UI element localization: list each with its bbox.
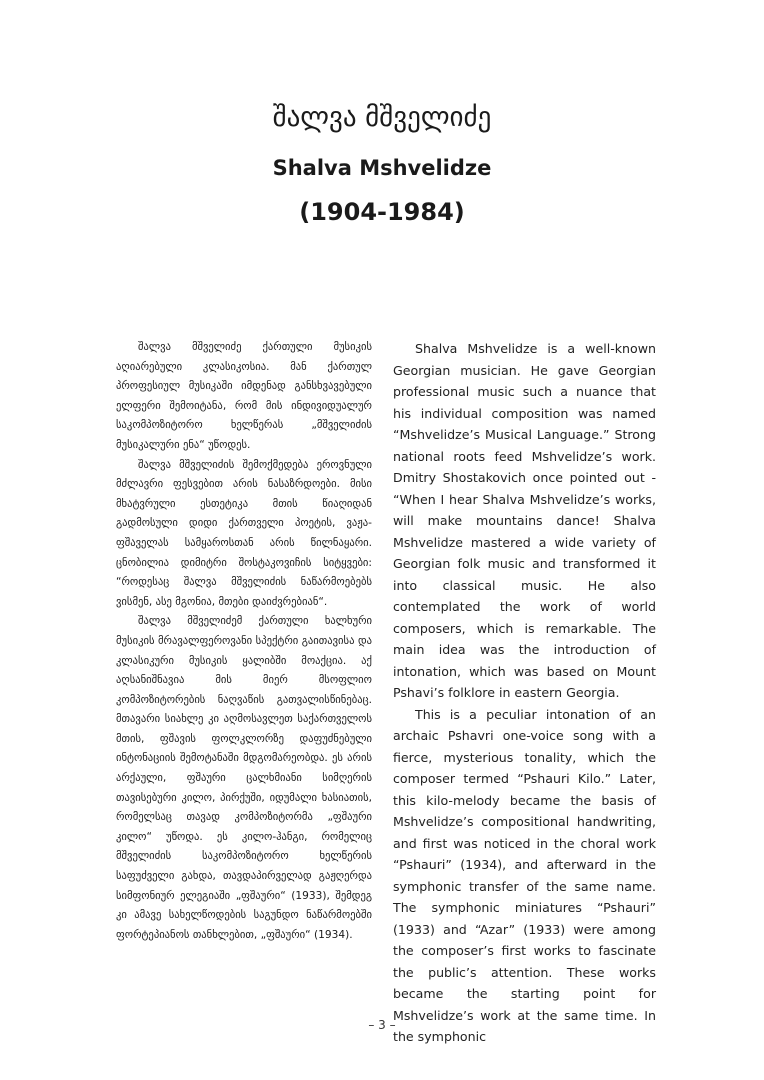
georgian-paragraph-3: შალვა მშველიძემ ქართული ხალხური მუსიკის მრავალფეროვანი სპექტრი გაითავისა და კლასიკური მუსიკის ყალიბში მოაქცია. აქ აღსანიშნავია მის მიერ მსოფლიო კომპოზიტორების ნაღვაწის გათვალისწინებაც. მთავარი სიახლე კი აღმოსავლეთ საქართველოს მთის, ფშავის ფოლკლორზე დაფუძნებული ინტონაციის შემოტანაში მდგომარეობდა. ეს არის არქაული, ფშაური ცალხმიანი სიმღერის თავისებური კილო, პირქუში, იდუმალი ხასიათის, რომელსაც თავად კომპოზიტორმა „ფშაური კილო“ უწოდა. ეს კილო-ჰანგი, რომელიც მშველიძის საკომპოზიტორო ხელწერის საფუძველი გახდა, თავდაპირველად გაჟღერდა სიმფონიურ ელეგიაში „ფშაური“ (1933), შემდეგ კი ამავე სახელწოდების საგუნდო ნაწარმოებში ფორტეპიანოს თანხლებით, „ფშაური“ (1934). xyxy=(116,615,372,941)
title-english: Shalva Mshvelidze xyxy=(272,156,492,180)
georgian-paragraph-2: შალვა მშველიძის შემოქმედება ეროვნული მძლავრი ფესვებით არის ნასაზრდოები. მისი მხატვრული ესთეტიკა მთის წიაღიდან გადმოსული დიდი ქართველი პოეტის, ვაჟა-ფშაველას სამყაროსთან არის წილნაყარი. ცნობილია დიმიტრი შოსტაკოვიჩის სიტყვები: “როდესაც შალვა მშველიძის ნაწარმოებებს ვისმენ, ასე მგონია, მთები დაიძვრებიან“. xyxy=(116,458,372,608)
title-years: (1904-1984) xyxy=(299,198,465,226)
title-georgian: შალვა მშველიძე xyxy=(272,102,492,133)
english-paragraph-2: This is a peculiar intonation of an archaic Pshavri one-voice song with a fierce, mysterious tonality, which the composer termed “Pshauri Kilo.” Later, this kilo-melody became the basis of Mshvelidze’s compositional handwriting, and first was noticed in the choral work “Pshauri” (1934), and afterward in the symphonic transfer of the same name. The symphonic miniatures “Pshauri” (1933) and “Azar” (1933) were among the composer’s first works to fascinate the public’s attention. These works became the starting point for Mshvelidze’s work at the same time. In the symphonic xyxy=(393,706,656,1044)
english-paragraph-1: Shalva Mshvelidze is a well-known Georgian musician. He gave Georgian professional music such a nuance that his individual composition was named “Mshvelidze’s Musical Language.” Strong national roots feed Mshvelidze’s work. Dmitry Shostakovich once pointed out - “When I hear Shalva Mshvelidze’s works, will make mountains dance! Shalva Mshvelidze mastered a wide variety of Georgian folk music and transformed it into classical music. He also contemplated the work of world composers, which is remarkable. The main idea was the introduction of intonation, which was based on Mount Pshavi’s folklore in eastern Georgia. xyxy=(393,341,656,700)
page-number: – 3 – xyxy=(368,1018,396,1032)
georgian-paragraph-1: შალვა მშველიძე ქართული მუსიკის აღიარებული კლასიკოსია. მან ქართულ პროფესიულ მუსიკაში იმდენად განსხვავებული ელფერი შემოიტანა, რომ მის ინდივიდუალურ საკომპოზიტორო ხელწერას „მშველიძის მუსიკალური ენა“ უწოდეს. xyxy=(116,341,372,451)
english-text-column xyxy=(393,338,656,1048)
georgian-text-column xyxy=(116,338,372,945)
